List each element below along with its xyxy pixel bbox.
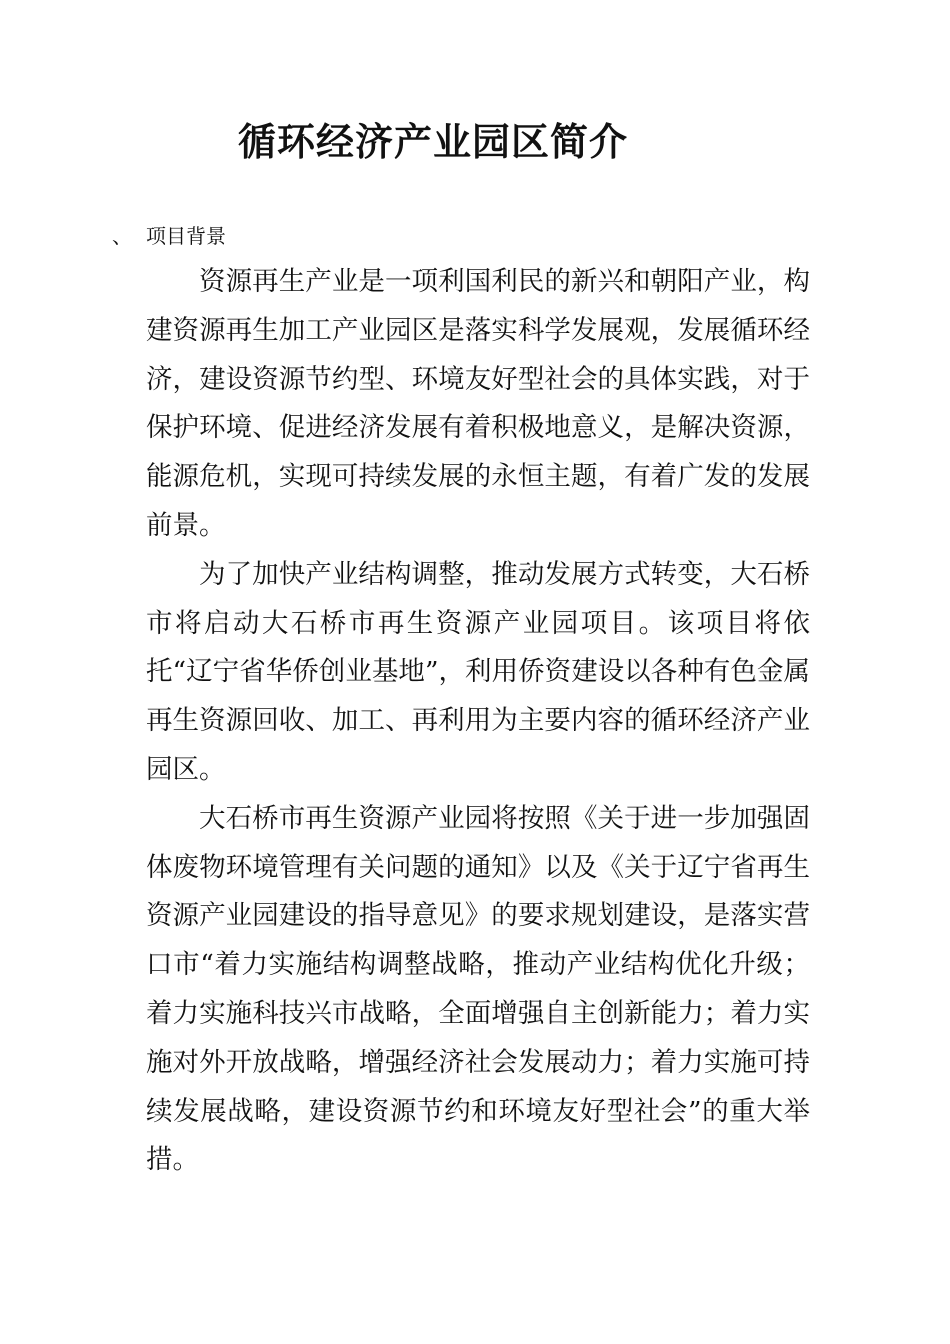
paragraph-3: 大石桥市再生资源产业园将按照《关于进一步加强固体废物环境管理有关问题的通知》以及《关于辽宁省再生资源产业园建设的指导意见》的要求规划建设，是落实营口市“着力实施结构调整战略，推动产业结构优化升级；着力实施科技兴市战略，全面增强自主创新能力；着力实施对外开放战略，增强经济社会发展动力；着力实施可持续发展战略，建设资源节约和环境友好型社会”的重大举措。 [146,802,810,1176]
paragraph-2: 为了加快产业结构调整，推动发展方式转变，大石桥市将启动大石桥市再生资源产业园项目。该项目将依托“辽宁省华侨创业基地”，利用侨资建设以各种有色金属再生资源回收、加工、再利用为主要内容的循环经济产业园区。 [146,558,810,785]
paragraph-1: 资源再生产业是一项利国利民的新兴和朝阳产业，构建资源再生加工产业园区是落实科学发展观，发展循环经济，建设资源节约型、环境友好型社会的具体实践，对于保护环境、促进经济发展有着积极地意义，是解决资源，能源危机，实现可持续发展的永恒主题，有着广发的发展前景。 [146,266,810,541]
section-marker: 、 [112,224,132,248]
document-title: 循环经济产业园区简介 [237,119,628,165]
section-heading [112,222,226,250]
body-text [146,258,810,1185]
section-heading-text: 项目背景 [146,224,226,248]
